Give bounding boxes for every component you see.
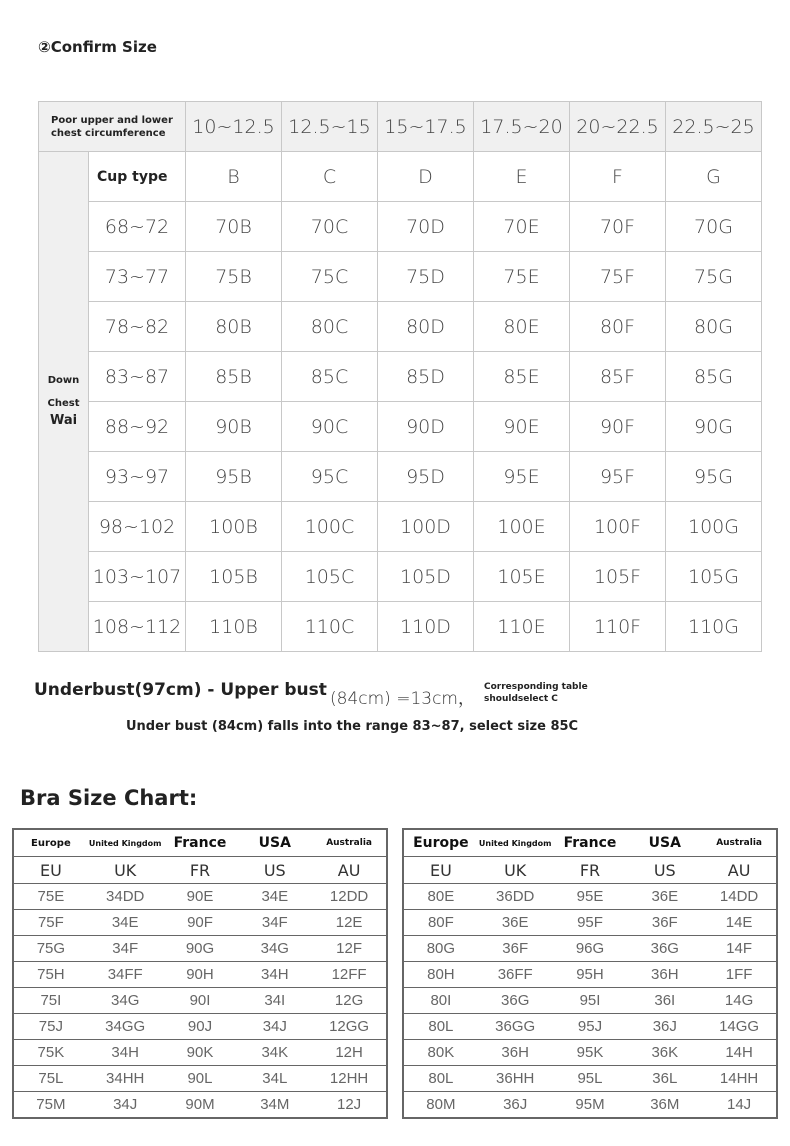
- table-row: [403, 1040, 777, 1066]
- table-row: [39, 602, 762, 652]
- size-cell: 105D: [378, 552, 474, 602]
- underbust-range: 73~77: [89, 252, 186, 302]
- section-title: ②Confirm Size: [38, 38, 157, 56]
- country-header: USA: [627, 829, 702, 857]
- size-cell: 110B: [186, 602, 282, 652]
- size-cell: 34G: [237, 936, 312, 962]
- size-cell: 34J: [88, 1092, 163, 1119]
- size-cell: 36H: [478, 1040, 553, 1066]
- table-row: [403, 936, 777, 962]
- size-cell: 80D: [378, 302, 474, 352]
- size-cell: 36J: [627, 1014, 702, 1040]
- size-cell: 95E: [474, 452, 570, 502]
- table-row: [403, 1066, 777, 1092]
- size-cell: 95D: [378, 452, 474, 502]
- size-cell: 90G: [666, 402, 762, 452]
- size-cell: 14G: [702, 988, 777, 1014]
- range-header: 15~17.5: [378, 102, 474, 152]
- size-cell: 14GG: [702, 1014, 777, 1040]
- size-cell: 36HH: [478, 1066, 553, 1092]
- size-cell: 80L: [403, 1014, 478, 1040]
- size-cell: 110G: [666, 602, 762, 652]
- range-header: 20~22.5: [570, 102, 666, 152]
- country-header: France: [553, 829, 628, 857]
- cup-cell: D: [378, 152, 474, 202]
- size-cell: 36K: [627, 1040, 702, 1066]
- country-header: Europe: [13, 829, 88, 857]
- size-cell: 90L: [163, 1066, 238, 1092]
- size-cell: 90I: [163, 988, 238, 1014]
- size-cell: 95F: [570, 452, 666, 502]
- size-cell: 95K: [553, 1040, 628, 1066]
- underbust-range: 108~112: [89, 602, 186, 652]
- code-header: UK: [478, 857, 553, 884]
- code-header: AU: [312, 857, 387, 884]
- size-cell: 34G: [88, 988, 163, 1014]
- size-cell: 95H: [553, 962, 628, 988]
- size-cell: 80K: [403, 1040, 478, 1066]
- size-cell: 105E: [474, 552, 570, 602]
- size-cell: 100E: [474, 502, 570, 552]
- underbust-range: 88~92: [89, 402, 186, 452]
- size-cell: 36F: [478, 936, 553, 962]
- size-cell: 105B: [186, 552, 282, 602]
- size-cell: 36M: [627, 1092, 702, 1119]
- size-cell: 12HH: [312, 1066, 387, 1092]
- size-cell: 36G: [478, 988, 553, 1014]
- code-row: [403, 857, 777, 884]
- example-result: (84cm) =13cm，: [330, 689, 475, 709]
- size-cell: 75C: [282, 252, 378, 302]
- size-cell: 70E: [474, 202, 570, 252]
- size-cell: 70D: [378, 202, 474, 252]
- cup-cell: G: [666, 152, 762, 202]
- size-cell: 75D: [378, 252, 474, 302]
- country-header: United Kingdom: [88, 829, 163, 857]
- code-header: US: [627, 857, 702, 884]
- size-cell: 85G: [666, 352, 762, 402]
- side-label-3: Wai: [49, 413, 78, 428]
- size-cell: 110D: [378, 602, 474, 652]
- table-row: [39, 452, 762, 502]
- size-cell: 34L: [237, 1066, 312, 1092]
- size-cell: 36FF: [478, 962, 553, 988]
- size-cell: 90E: [163, 884, 238, 910]
- size-cell: 105C: [282, 552, 378, 602]
- range-header: 12.5~15: [282, 102, 378, 152]
- range-header: 10~12.5: [186, 102, 282, 152]
- size-cell: 105G: [666, 552, 762, 602]
- size-cell: 75H: [13, 962, 88, 988]
- size-cell: 75G: [666, 252, 762, 302]
- table-row: [13, 910, 387, 936]
- example-formula: Underbust(97cm) - Upper bust: [34, 680, 327, 700]
- size-cell: 75B: [186, 252, 282, 302]
- size-cell: 95C: [282, 452, 378, 502]
- code-header: UK: [88, 857, 163, 884]
- table-row: [39, 352, 762, 402]
- size-cell: 34F: [237, 910, 312, 936]
- size-cell: 80F: [570, 302, 666, 352]
- size-cell: 34M: [237, 1092, 312, 1119]
- size-cell: 36DD: [478, 884, 553, 910]
- table-row: [39, 552, 762, 602]
- size-cell: 80I: [403, 988, 478, 1014]
- size-cell: 14DD: [702, 884, 777, 910]
- note-line-2: shouldselect C: [484, 694, 558, 704]
- table-row: [13, 1014, 387, 1040]
- size-cell: 36L: [627, 1066, 702, 1092]
- size-cell: 95M: [553, 1092, 628, 1119]
- size-cell: 90D: [378, 402, 474, 452]
- country-row: [403, 829, 777, 857]
- cup-type-label: Cup type: [89, 152, 186, 202]
- table-row: [13, 1092, 387, 1119]
- size-cell: 90H: [163, 962, 238, 988]
- size-cell: 90G: [163, 936, 238, 962]
- size-cell: 75G: [13, 936, 88, 962]
- code-header: AU: [702, 857, 777, 884]
- table-row: [403, 962, 777, 988]
- size-cell: 70B: [186, 202, 282, 252]
- side-label-1: Down: [47, 375, 80, 386]
- size-cell: 75L: [13, 1066, 88, 1092]
- size-cell: 36I: [627, 988, 702, 1014]
- size-cell: 75E: [13, 884, 88, 910]
- table-row: [403, 1092, 777, 1119]
- example-note: [484, 681, 588, 705]
- underbust-range: 78~82: [89, 302, 186, 352]
- range-header: 17.5~20: [474, 102, 570, 152]
- size-cell: 75F: [13, 910, 88, 936]
- country-header: Europe: [403, 829, 478, 857]
- size-cell: 85B: [186, 352, 282, 402]
- size-cell: 34E: [88, 910, 163, 936]
- size-cell: 14H: [702, 1040, 777, 1066]
- country-header: Australia: [312, 829, 387, 857]
- size-cell: 85F: [570, 352, 666, 402]
- size-cell: 36GG: [478, 1014, 553, 1040]
- underbust-range: 83~87: [89, 352, 186, 402]
- underbust-range: 98~102: [89, 502, 186, 552]
- size-cell: 95G: [666, 452, 762, 502]
- table-row: [403, 884, 777, 910]
- size-cell: 12GG: [312, 1014, 387, 1040]
- size-cell: 34HH: [88, 1066, 163, 1092]
- size-cell: 36G: [627, 936, 702, 962]
- code-header: EU: [403, 857, 478, 884]
- size-cell: 12DD: [312, 884, 387, 910]
- corner-label: Poor upper and lower chest circumference: [39, 102, 186, 152]
- code-header: FR: [553, 857, 628, 884]
- table-row: [403, 988, 777, 1014]
- table-row: [39, 402, 762, 452]
- size-cell: 85E: [474, 352, 570, 402]
- size-cell: 34K: [237, 1040, 312, 1066]
- size-cell: 70G: [666, 202, 762, 252]
- size-cell: 80C: [282, 302, 378, 352]
- size-cell: 70F: [570, 202, 666, 252]
- range-header: 22.5~25: [666, 102, 762, 152]
- country-header: USA: [237, 829, 312, 857]
- size-confirm-table: [38, 101, 762, 652]
- size-cell: 95F: [553, 910, 628, 936]
- size-cell: 36H: [627, 962, 702, 988]
- country-row: [13, 829, 387, 857]
- code-header: FR: [163, 857, 238, 884]
- size-cell: 34F: [88, 936, 163, 962]
- size-cell: 14HH: [702, 1066, 777, 1092]
- size-cell: 1FF: [702, 962, 777, 988]
- size-cell: 75F: [570, 252, 666, 302]
- size-cell: 70C: [282, 202, 378, 252]
- table-row: [403, 1014, 777, 1040]
- table-row: [13, 962, 387, 988]
- size-cell: 80F: [403, 910, 478, 936]
- side-label: [39, 152, 89, 652]
- size-cell: 14J: [702, 1092, 777, 1119]
- size-cell: 80E: [403, 884, 478, 910]
- size-cell: 90F: [570, 402, 666, 452]
- size-cell: 14E: [702, 910, 777, 936]
- size-cell: 36F: [627, 910, 702, 936]
- country-header: France: [163, 829, 238, 857]
- size-cell: 100G: [666, 502, 762, 552]
- size-cell: 100F: [570, 502, 666, 552]
- size-cell: 110E: [474, 602, 570, 652]
- size-cell: 110C: [282, 602, 378, 652]
- size-cell: 34H: [237, 962, 312, 988]
- underbust-range: 93~97: [89, 452, 186, 502]
- size-cell: 75M: [13, 1092, 88, 1119]
- table-row: [39, 302, 762, 352]
- underbust-range: 68~72: [89, 202, 186, 252]
- size-cell: 12J: [312, 1092, 387, 1119]
- size-cell: 75J: [13, 1014, 88, 1040]
- size-cell: 80B: [186, 302, 282, 352]
- bra-size-table-left: [12, 828, 388, 1119]
- size-cell: 95B: [186, 452, 282, 502]
- code-header: US: [237, 857, 312, 884]
- note-line-1: Corresponding table: [484, 682, 588, 692]
- table-row: [13, 1066, 387, 1092]
- side-label-2: Chest: [47, 398, 80, 409]
- size-cell: 75K: [13, 1040, 88, 1066]
- bra-size-table-right: [402, 828, 778, 1119]
- size-cell: 12E: [312, 910, 387, 936]
- size-cell: 95L: [553, 1066, 628, 1092]
- table-row: [13, 988, 387, 1014]
- underbust-range: 103~107: [89, 552, 186, 602]
- size-cell: 36E: [627, 884, 702, 910]
- table-row: [39, 202, 762, 252]
- table-row: [13, 1040, 387, 1066]
- example-conclusion: Under bust (84cm) falls into the range 83~87, select size 85C: [126, 719, 579, 734]
- size-cell: 80M: [403, 1092, 478, 1119]
- size-cell: 90J: [163, 1014, 238, 1040]
- cup-cell: F: [570, 152, 666, 202]
- size-cell: 34J: [237, 1014, 312, 1040]
- size-cell: 34I: [237, 988, 312, 1014]
- size-cell: 12H: [312, 1040, 387, 1066]
- cup-cell: C: [282, 152, 378, 202]
- country-header: United Kingdom: [478, 829, 553, 857]
- size-cell: 34DD: [88, 884, 163, 910]
- size-cell: 34FF: [88, 962, 163, 988]
- table-row: [13, 936, 387, 962]
- size-cell: 90E: [474, 402, 570, 452]
- table-row: [403, 910, 777, 936]
- cup-cell: E: [474, 152, 570, 202]
- table-row: [13, 884, 387, 910]
- size-cell: 12F: [312, 936, 387, 962]
- size-cell: 34GG: [88, 1014, 163, 1040]
- size-cell: 100C: [282, 502, 378, 552]
- size-cell: 34E: [237, 884, 312, 910]
- size-cell: 12G: [312, 988, 387, 1014]
- code-header: EU: [13, 857, 88, 884]
- table-row: [39, 502, 762, 552]
- bra-chart-title: Bra Size Chart:: [20, 786, 198, 810]
- size-cell: 75E: [474, 252, 570, 302]
- size-cell: 36J: [478, 1092, 553, 1119]
- size-cell: 80G: [403, 936, 478, 962]
- size-cell: 80H: [403, 962, 478, 988]
- cup-row: [39, 152, 762, 202]
- size-cell: 105F: [570, 552, 666, 602]
- size-cell: 100D: [378, 502, 474, 552]
- size-cell: 90M: [163, 1092, 238, 1119]
- size-cell: 80L: [403, 1066, 478, 1092]
- size-cell: 34H: [88, 1040, 163, 1066]
- size-cell: 90B: [186, 402, 282, 452]
- size-cell: 85D: [378, 352, 474, 402]
- table-row: [39, 252, 762, 302]
- size-cell: 90K: [163, 1040, 238, 1066]
- size-cell: 96G: [553, 936, 628, 962]
- size-cell: 80G: [666, 302, 762, 352]
- cup-cell: B: [186, 152, 282, 202]
- size-cell: 100B: [186, 502, 282, 552]
- size-cell: 90C: [282, 402, 378, 452]
- size-cell: 80E: [474, 302, 570, 352]
- size-cell: 75I: [13, 988, 88, 1014]
- size-cell: 12FF: [312, 962, 387, 988]
- size-cell: 90F: [163, 910, 238, 936]
- size-cell: 85C: [282, 352, 378, 402]
- size-cell: 36E: [478, 910, 553, 936]
- size-cell: 95E: [553, 884, 628, 910]
- size-cell: 95J: [553, 1014, 628, 1040]
- header-row: [39, 102, 762, 152]
- size-cell: 95I: [553, 988, 628, 1014]
- size-cell: 14F: [702, 936, 777, 962]
- size-cell: 110F: [570, 602, 666, 652]
- code-row: [13, 857, 387, 884]
- country-header: Australia: [702, 829, 777, 857]
